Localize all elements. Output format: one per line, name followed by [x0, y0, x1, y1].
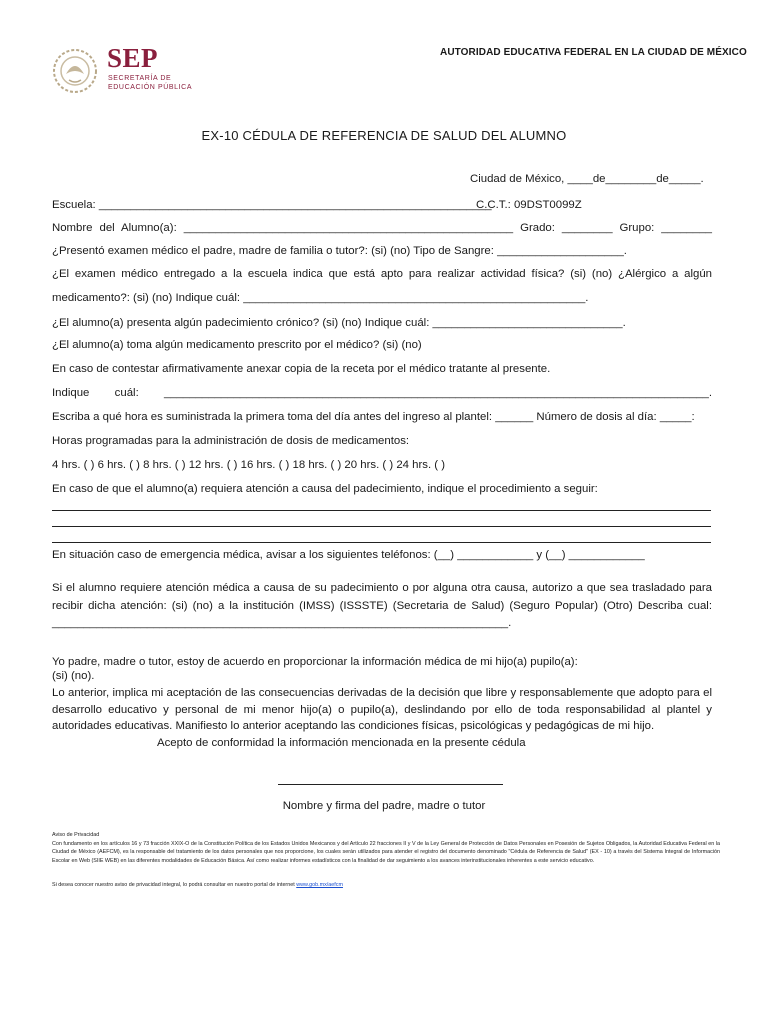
privacy-footer [52, 881, 720, 889]
procedure-rule-1[interactable] [52, 510, 711, 511]
privacy-body: Con fundamento en los artículos 16 y 73 fracción XXIX-O de la Constitución Política de los Estados Unidos Mexicanos y del Artículo 22 fracciones II y V de la Ley General de Protección de Datos Personales en Posesión de Sujetos Obligados, la Autoridad Educativa Federal en la Ciudad de México (AEFCM), es la responsable del tratamiento de los datos personales que nos proporcione, los cuales serán utilizados para atender el registro del documento denominado "Cédula de Referencia de Salud" (EX - 10) a través del Sistema Integral de Información Escolar en Web (SIIE WEB) en las diferentes modalidades de Educación Básica. Así como realizar informes estadísticos con la finalidad de dar seguimiento a los avances interinstitucionales inherentes a este servicio educativo. [52, 841, 720, 864]
transfer-line-2: recibir dicha atención: (si) (no) a la institución (IMSS) (ISSSTE) (Secretaria de Salud) (Seguro Popular) (Otro) Describa cual: [52, 600, 712, 612]
procedure-label: En caso de que el alumno(a) requiera atención a causa del padecimiento, indique el procedimiento a seguir: [52, 483, 598, 495]
logo-subtitle-1: SECRETARÍA DE [108, 75, 172, 82]
privacy-heading: Aviso de Privacidad [52, 832, 100, 838]
logo-text: SEP [107, 43, 159, 73]
transfer-line-1: Si el alumno requiere atención médica a causa de su padecimiento o por alguna otra causa, autorizo a que sea trasladado para [52, 582, 712, 594]
emergency-phones-line[interactable]: En situación caso de emergencia médica, avisar a los siguientes teléfonos: (__) ____________ y (__) ____________ [52, 549, 645, 561]
medication-question: ¿El alumno(a) toma algún medicamento prescrito por el médico? (si) (no) [52, 339, 422, 351]
procedure-rule-2[interactable] [52, 526, 711, 527]
privacy-footer-text: Si desea conocer nuestro aviso de privacidad integral, lo podrá consultar en nuestro portal de internet [52, 882, 295, 888]
date-line: Ciudad de México, ____de________de_____. [470, 173, 704, 185]
authority-heading: AUTORIDAD EDUCATIVA FEDERAL EN LA CIUDAD DE MÉXICO [440, 47, 747, 58]
affirmative-note: En caso de contestar afirmativamente anexar copia de la receta por el médico tratante al presente. [52, 363, 551, 375]
acceptance-text: Acepto de conformidad la información mencionada en la presente cédula [157, 737, 526, 749]
school-field[interactable]: Escuela: ______________________________________________________________ [52, 199, 492, 211]
logo-subtitle-2: EDUCACIÓN PÚBLICA [108, 84, 193, 91]
transfer-line-3[interactable]: ________________________________________________________________________. [52, 617, 512, 629]
privacy-link[interactable]: www.gob.mx/aefcm [296, 882, 343, 888]
signature-rule[interactable] [278, 784, 503, 785]
exam-question: ¿Presentó examen médico el padre, madre de familia o tutor?: (si) (no) Tipo de Sangre: ____________________. [52, 245, 627, 257]
chronic-question: ¿El alumno(a) presenta algún padecimiento crónico? (si) (no) Indique cuál: ______________________________. [52, 317, 626, 329]
first-dose-line: Escriba a qué hora es suministrada la primera toma del día antes del ingreso al plantel: ______ Número de dosis al día: _____: [52, 411, 695, 423]
hours-options[interactable]: 4 hrs. ( ) 6 hrs. ( ) 8 hrs. ( ) 12 hrs. ( ) 16 hrs. ( ) 18 hrs. ( ) 20 hrs. ( ) 24 hrs. ( ) [52, 459, 446, 471]
consent-options[interactable]: (si) (no). [52, 670, 95, 682]
apt-question-line-1: ¿El examen médico entregado a la escuela indica que está apto para realizar actividad física? (si) (no) ¿Alérgico a algún [52, 268, 712, 280]
document-title: EX-10 CÉDULA DE REFERENCIA DE SALUD DEL ALUMNO [201, 128, 567, 143]
apt-question-line-2: medicamento?: (si) (no) Indique cuál: ______________________________________________________. [52, 292, 589, 304]
schedule-label: Horas programadas para la administración de dosis de medicamentos: [52, 435, 410, 447]
student-name-line[interactable]: Nombre del Alumno(a): ____________________________________________________ Grado: ________ Grupo: ________ [52, 222, 712, 234]
consent-line-1: Yo padre, madre o tutor, estoy de acuerdo en proporcionar la información médica de mi hijo(a) pupilo(a): [52, 656, 578, 668]
coat-of-arms-icon [52, 44, 98, 98]
indicate-line[interactable]: Indique cuál: ______________________________________________________________________________________. [52, 387, 712, 399]
sep-logo [52, 44, 202, 102]
cct-code: C.C.T.: 09DST0099Z [476, 199, 582, 211]
signature-label: Nombre y firma del padre, madre o tutor [282, 800, 486, 812]
procedure-rule-3[interactable] [52, 542, 711, 543]
consent-paragraph: Lo anterior, implica mi aceptación de las consecuencias derivadas de la decisión que libre y responsablemente que adopto para el desarrollo educativo y personal de mi menor hijo(a) o pupilo(a), deslindando por ello de toda responsabilidad al plantel y autoridades educativas. Manifiesto lo anterior aceptando las condiciones físicas, psicológicas y pedagógicas de mi hijo. [52, 687, 712, 732]
